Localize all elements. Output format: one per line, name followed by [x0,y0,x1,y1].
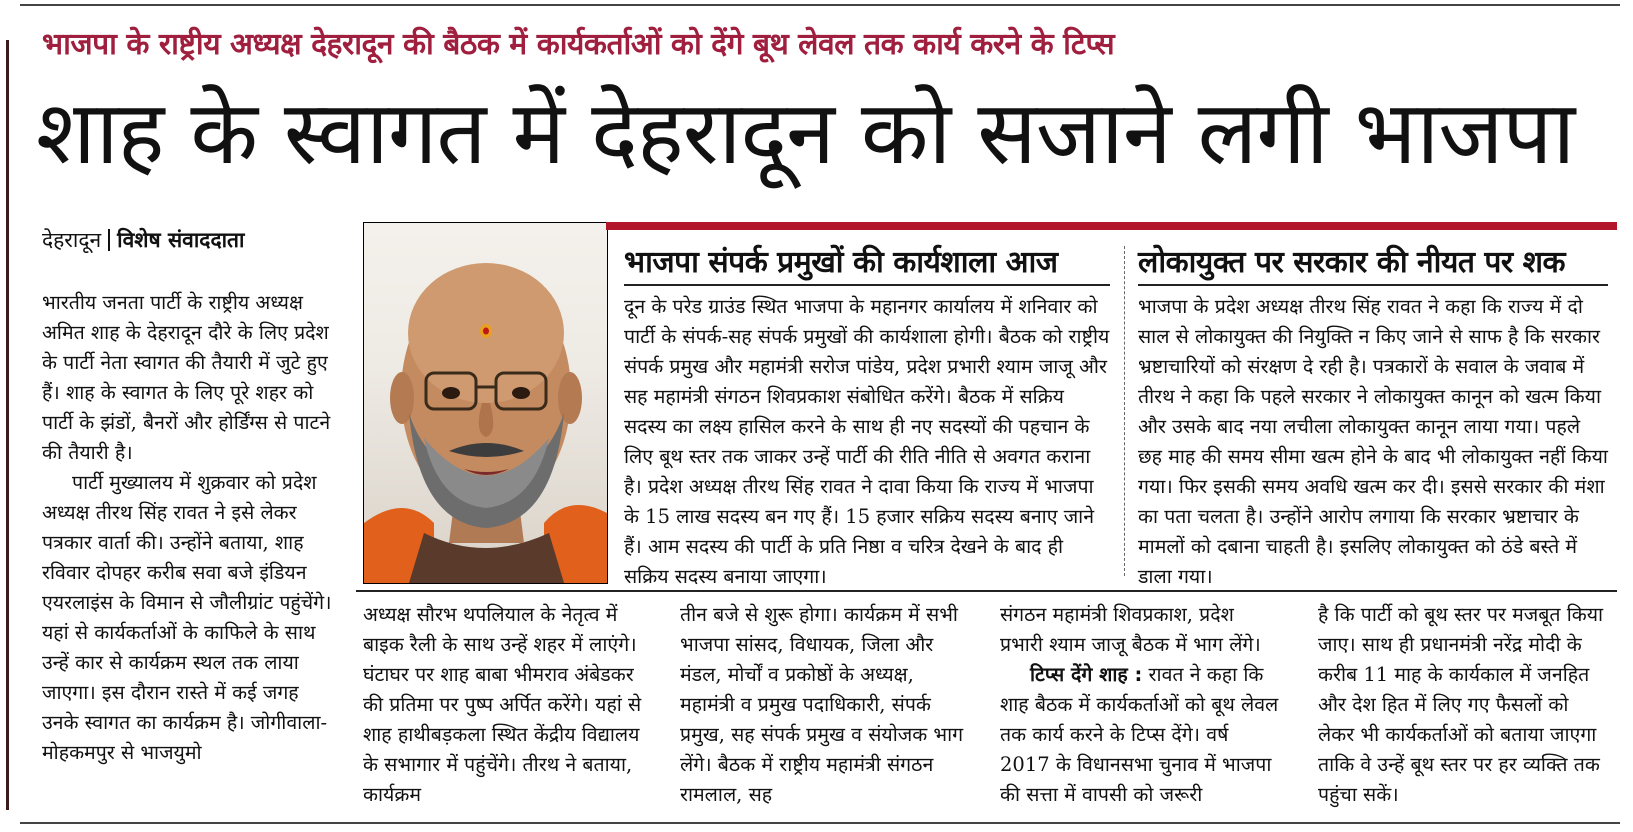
portrait-photo [363,222,608,584]
byline [42,226,244,254]
kicker-headline: भाजपा के राष्ट्रीय अध्यक्ष देहरादून की बैठक में कार्यकर्ताओं को देंगे बूथ लेवल तक कार्य करने के टिप्स [42,27,1115,62]
lower-column-5 [1318,600,1610,810]
lower-column-4-text-a: संगठन महामंत्री शिवप्रकाश, प्रदेश प्रभारी श्याम जाजू बैठक में भाग लेंगे। [1000,603,1261,656]
lower-column-2 [363,600,648,810]
box1-title: भाजपा संपर्क प्रमुखों की कार्यशाला आज [624,245,1058,280]
lower-column-4 [1000,600,1282,810]
box1-text-block [624,292,1112,592]
main-headline: शाह के स्वागत में देहरादून को सजाने लगी भाजपा [36,81,1575,184]
box2-text: भाजपा के प्रदेश अध्यक्ष तीरथ सिंह रावत ने कहा कि राज्य में दो साल से लोकायुक्त की नियुक्ति न किए जाने से साफ है कि सरकार भ्रष्टाचारियों को संरक्षण दे रही है। पत्रकारों के सवाल के जवाब में तीरथ ने कहा कि पहले सरकार ने लोकायुक्त कानून को खत्म किया और उसके बाद नया लचीला लोकायुक्त कानून लाया गया। पहले छह माह की समय सीमा खत्म होने के बाद भी लोकायुक्त नहीं किया गया। फिर इसकी समय अवधि खत्म कर दी। इससे सरकार की मंशा का पता चलता है। उन्होंने आरोप लगाया कि सरकार भ्रष्टाचार के मामलों को दबाना चाहती है। इसलिए लोकायुक्त को ठंडे बस्ते में डाला गया। [1138,295,1608,588]
main-story-para-2: पार्टी मुख्यालय में शुक्रवार को प्रदेश अध्यक्ष तीरथ सिंह रावत ने इसे लेकर पत्रकार वार्ता की। उन्होंने बताया, शाह रविवार दोपहर करीब सवा बजे इंडियन एयरलाइंस के विमान से जौलीग्रांट पहुंचेंगे। यहां से कार्यकर्ताओं के काफिले के साथ उन्हें कार से कार्यक्रम स्थल तक लाया जाएगा। इस दौरान रास्ते में कई जगह उनके स्वागत का कार्यक्रम है। जोगीवाला-मोहकमपुर से भाजयुमो [42,471,332,764]
lower-section-rule [356,590,1617,592]
box2-text-block [1138,292,1608,592]
main-story-column-1 [42,288,332,768]
accent-bar [606,222,1617,230]
main-story-para-1: भारतीय जनता पार्टी के राष्ट्रीय अध्यक्ष अमित शाह के देहरादून दौरे के लिए प्रदेश के पार्टी नेता स्वागत की तैयारी में जुटे हुए हैं। शाह के स्वागत के लिए पूरे शहर को पार्टी के झंडों, बैनरों और होर्डिंग्स से पाटने की तैयारी है। [42,291,331,464]
subhead-tips: टिप्स देंगे शाह : [1030,663,1143,686]
lower-column-3 [680,600,965,810]
portrait-illustration [364,223,607,583]
top-border-rule [20,4,1620,6]
bottom-border-rule [20,822,1620,824]
lower-column-2-text: अध्यक्ष सौरभ थपलियाल के नेतृत्व में बाइक रैली के साथ उन्हें शहर में लाएंगे। घंटाघर पर शाह बाबा भीमराव अंबेडकर की प्रतिमा पर पुष्प अर्पित करेंगे। यहां से शाह हाथीबड़कला स्थित केंद्रीय विद्यालय के सभागार में पहुंचेंगे। तीरथ ने बताया, कार्यक्रम [363,603,642,806]
left-border-rule [6,40,9,810]
byline-author: विशेष संवाददाता [117,228,245,252]
byline-separator [108,229,110,251]
box2-title-rule [1138,284,1608,286]
lower-column-4-text-b: रावत ने कहा कि शाह बैठक में कार्यकर्ताओं को बूथ लेवल तक कार्य करने के टिप्स देंगे। वर्ष 2017 के विधानसभा चुनाव में भाजपा की सत्ता में वापसी को जरूरी [1000,663,1279,806]
lower-column-5-text: है कि पार्टी को बूथ स्तर पर मजबूत किया जाए। साथ ही प्रधानमंत्री नरेंद्र मोदी के करीब 11 माह के कार्यकाल में जनहित और देश हित में लिए गए फैसलों को लेकर भी कार्यकर्ताओं को बताया जाएगा ताकि वे उन्हें बूथ स्तर पर हर व्यक्ति तक पहुंचा सकें। [1318,603,1604,806]
lower-column-4-para [1000,660,1282,810]
box1-title-rule [624,284,1110,286]
box2-title: लोकायुक्त पर सरकार की नीयत पर शक [1138,245,1566,280]
box-divider [1124,246,1125,576]
box1-text: दून के परेड ग्राउंड स्थित भाजपा के महानगर कार्यालय में शनिवार को पार्टी के संपर्क-सह संपर्क प्रमुखों की कार्यशाला होगी। बैठक को राष्ट्रीय संपर्क प्रमुख और महामंत्री सरोज पांडेय, प्रदेश प्रभारी श्याम जाजू और सह महामंत्री संगठन शिवप्रकाश संबोधित करेंगे। बैठक में सक्रिय सदस्य का लक्ष्य हासिल करने के साथ ही नए सदस्यों की पहचान के लिए बूथ स्तर तक जाकर उन्हें पार्टी की रीति नीति से अवगत कराना है। प्रदेश अध्यक्ष तीरथ सिंह रावत ने दावा किया कि राज्य में भाजपा के 15 लाख सदस्य बन गए हैं। 15 हजार सक्रिय सदस्य बनाए जाने हैं। आम सदस्य की पार्टी के प्रति निष्ठा व चरित्र देखने के बाद ही सक्रिय सदस्य बनाया जाएगा। [624,295,1110,588]
byline-place: देहरादून [42,228,102,252]
lower-column-3-text: तीन बजे से शुरू होगा। कार्यक्रम में सभी भाजपा सांसद, विधायक, जिला और मंडल, मोर्चों व प्रकोष्ठों के अध्यक्ष, महामंत्री व प्रमुख पदाधिकारी, संपर्क प्रमुख, सह संपर्क प्रमुख व संयोजक भाग लेंगे। बैठक में राष्ट्रीय महामंत्री संगठन रामलाल, सह [680,603,964,806]
